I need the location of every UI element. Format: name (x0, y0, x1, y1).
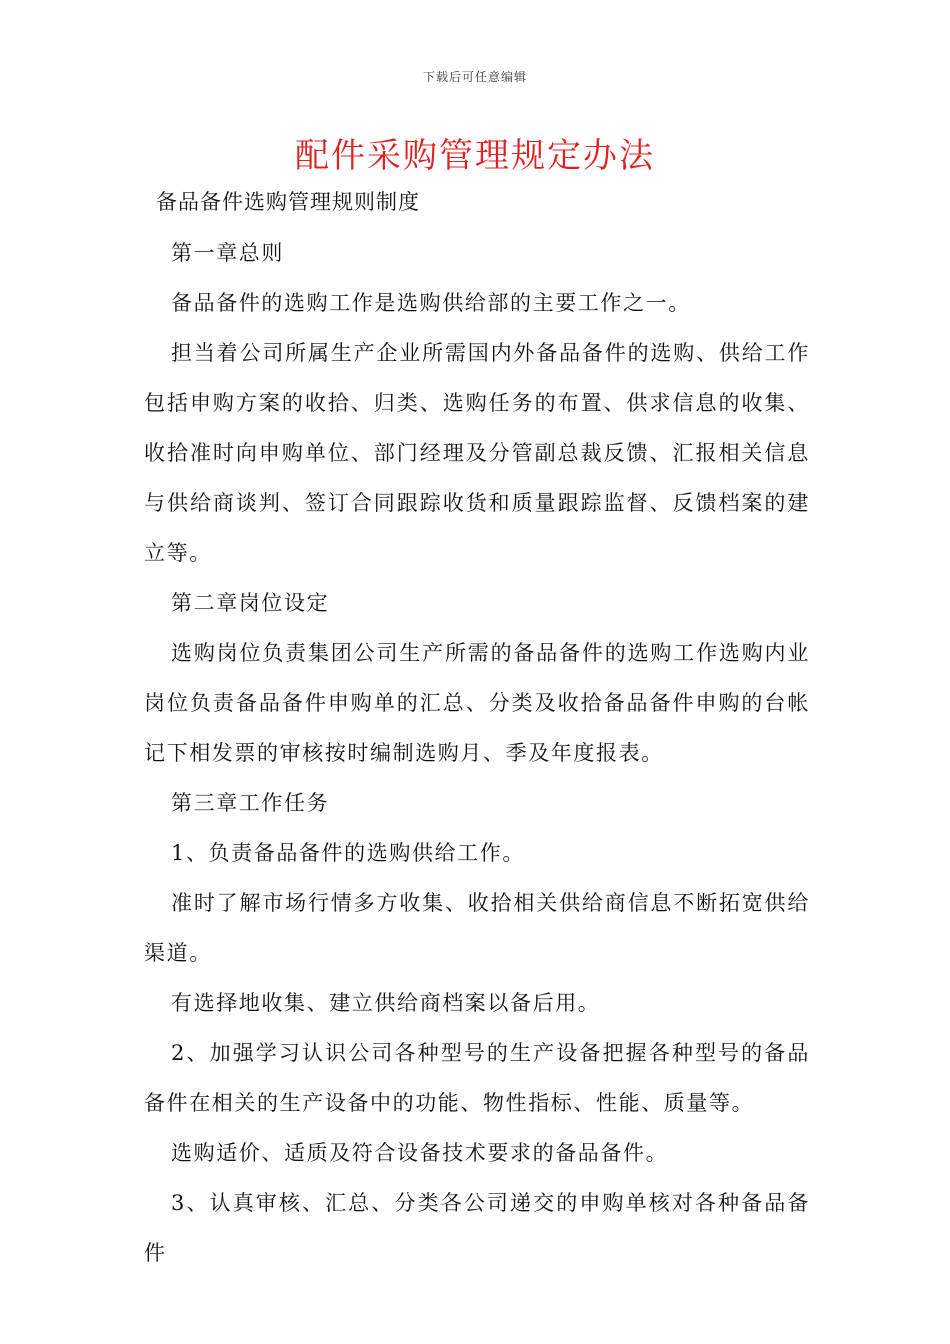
paragraph: 3、认真审核、汇总、分类各公司递交的申购单核对各种备品备件 (144, 1191, 810, 1265)
chapter-heading-1: 第一章总则 (171, 241, 284, 265)
header-note: 下载后可任意编辑 (422, 70, 527, 84)
chapter-heading-3: 第三章工作任务 (171, 791, 330, 815)
chapter-heading-2: 第二章岗位设定 (171, 591, 330, 615)
paragraph: 2、加强学习认识公司各种型号的生产设备把握各种型号的备品备件在相关的生产设备中的功能、物性指标、性能、质量等。 (144, 1041, 810, 1115)
paragraph: 有选择地收集、建立供给商档案以备后用。 (171, 991, 601, 1015)
paragraph: 准时了解市场行情多方收集、收拾相关供给商信息不断拓宽供给渠道。 (144, 891, 810, 965)
paragraph: 1、负责备品备件的选购供给工作。 (171, 841, 525, 865)
document-body (144, 228, 810, 1278)
paragraph: 担当着公司所属生产企业所需国内外备品备件的选购、供给工作包括申购方案的收拾、归类、选购任务的布置、供求信息的收集、收拾准时向申购单位、部门经理及分管副总裁反馈、汇报相关信息与供给商谈判、签订合同跟踪收货和质量跟踪监督、反馈档案的建立等。 (144, 341, 810, 565)
document-subtitle: 备品备件选购管理规则制度 (156, 190, 420, 214)
paragraph: 选购岗位负责集团公司生产所需的备品备件的选购工作选购内业岗位负责备品备件申购单的汇总、分类及收拾备品备件申购的台帐记下相发票的审核按时编制选购月、季及年度报表。 (144, 641, 810, 765)
paragraph: 选购适价、适质及符合设备技术要求的备品备件。 (171, 1141, 669, 1165)
document-title: 配件采购管理规定办法 (295, 136, 655, 176)
paragraph: 备品备件的选购工作是选购供给部的主要工作之一。 (171, 291, 691, 315)
